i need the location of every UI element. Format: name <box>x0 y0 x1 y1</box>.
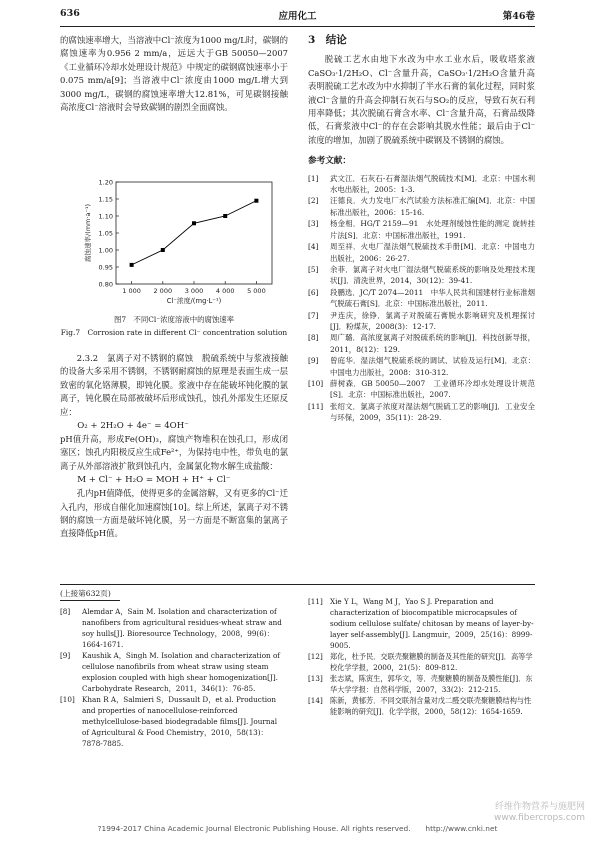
bottom-left-references <box>60 606 286 749</box>
watermark-line-2: www.fibercrops.com <box>494 813 585 823</box>
reference-text: 薛树森．GB 50050—2007 工业循环冷却水处理设计规范[S]．北京：中国标准出版社，2007. <box>330 378 535 400</box>
reference-item <box>308 401 535 424</box>
reference-number: [1] <box>308 173 319 183</box>
reference-number: [4] <box>308 242 319 252</box>
continued-note: (上接第632页) <box>60 589 111 598</box>
figure-caption-en: Fig.7 Corrosion rate in different Cl⁻ concentration solution <box>60 328 288 337</box>
reference-number: [8] <box>60 607 71 616</box>
bottom-rule <box>60 584 535 585</box>
y-tick-label: 1.10 <box>98 212 113 221</box>
reference-text: Alemdar A，Sain M. Isolation and characterization of nanofibers from agricultural residues-wheat straw and soy hulls[J]. Bioresource Technology，2008，99(6)：1664-1671. <box>82 607 282 649</box>
left-column <box>60 34 288 114</box>
watermark <box>494 802 585 824</box>
continued-rule <box>60 600 120 601</box>
data-point <box>254 199 258 203</box>
reference-number: [6] <box>308 287 319 297</box>
left-column-lower <box>60 352 288 541</box>
corrosion-rate-chart <box>60 176 288 311</box>
reference-number: [11] <box>308 401 324 411</box>
page-number: 636 <box>60 8 80 19</box>
reference-number: [13] <box>308 674 323 683</box>
paragraph-ph-rise: pH值升高，形成Fe(OH)₃，腐蚀产物堆积在蚀孔口，形成闭塞区；蚀孔内阳极反应生成Fe²⁺，为保持电中性，带负电的氯离子从外部溶液扩散到蚀孔内，金属氯化物水解生成盐酸： <box>60 434 288 471</box>
x-tick-label: 4 000 <box>215 287 235 295</box>
section-conclusion-title: 3 结论 <box>308 34 347 46</box>
right-column <box>308 34 535 424</box>
conclusion-paragraph: 脱硫工艺水由地下水改为中水工业水后，吸收塔浆液CaSO₃·1/2H₂O、Cl⁻含量升高，CaSO₃·1/2H₂O含量升高表明脱硫工艺水改为中水抑制了半水石膏的氧化过程，同时浆液Cl⁻含量的升高会抑制石灰石与SO₂的反应，导致石灰石利用率降低；其次脱硫石膏含水率、Cl⁻含量升高，石膏品级降低，石膏浆液中Cl⁻的存在会影响其脱水性能；最后由于Cl⁻浓度的增加，加剧了脱硫系统中碳钢及不锈钢的腐蚀。 <box>308 54 535 145</box>
reference-item <box>308 673 535 695</box>
reference-item <box>308 332 535 355</box>
y-tick-label: 1.20 <box>98 178 113 187</box>
reference-item <box>60 606 286 650</box>
reference-text: 张绍文．氯离子浓度对湿法烟气脱硫工艺的影响[J]．工业安全与环保，2009，35(11)：28-29. <box>330 401 535 423</box>
reference-text: 陈新，黄郁芳．不同交联剂含量对戊二醛交联壳聚糖膜结构与性能影响的研究[J]．化学学报，2000，58(12)：1654-1659. <box>330 696 532 716</box>
reference-item <box>308 264 535 287</box>
reference-item <box>308 287 535 310</box>
reference-text: 余菲．氯离子对火电厂湿法烟气脱硫系统的影响及处理技术现状[J]．清洗世界，2014，30(12)：39-41. <box>330 264 535 286</box>
figure-caption-cn: 图7 不同Cl⁻浓度溶液中的腐蚀速率 <box>113 315 235 324</box>
reference-number: [3] <box>308 219 319 229</box>
header-rule <box>60 26 535 27</box>
reference-number: [9] <box>308 356 319 366</box>
reference-item <box>308 241 535 264</box>
x-tick-label: 2 000 <box>153 287 173 295</box>
reference-text: 武文江．石灰石-石膏湿法烟气脱硫技术[M]．北京：中国水利水电出版社，2005：1-3. <box>330 173 535 195</box>
journal-title: 应用化工 <box>278 11 317 22</box>
x-tick-label: 5 000 <box>247 287 266 295</box>
paragraph-corrosion-carbon-steel: 的腐蚀速率增大，当溶液中Cl⁻浓度为1000 mg/L时，碳钢的腐蚀速率为0.956 2 mm/a，远远大于GB 50050—2007《工业循环冷却水处理设计规范》中规定的碳钢腐蚀速率小于0.075 mm/a[9]；当溶液中Cl⁻浓度由1000 mg/L增大到3000 mg/L，碳钢的腐蚀速率增大12.81%，可见碳钢接触高浓度Cl⁻溶液时会导致碳钢的剧烈全面腐蚀。 <box>60 35 288 113</box>
reference-text: 汪德良．火力发电厂水汽试验方法标准汇编[M]．北京：中国标准出版社，2006：15-16. <box>330 196 535 217</box>
reference-number: [8] <box>308 333 319 343</box>
copyright-footer: ?1994-2017 China Academic Journal Electronic Publishing House. All rights reserved. http://www.cnki.net <box>97 824 498 833</box>
y-tick-label: 1.05 <box>98 229 113 238</box>
references-title: 参考文献： <box>308 156 351 167</box>
watermark-line-1: 纤维作物营养与施肥网 <box>494 802 585 812</box>
reference-number: [7] <box>308 310 319 320</box>
reference-text: 周广璐．高浓度氯离子对脱硫系统的影响[J]．科技创新导报，2011，8(12)：129. <box>330 333 535 354</box>
reference-item <box>308 173 535 196</box>
reference-item <box>308 596 535 651</box>
subsection-stainless: 2.3.2 氯离子对不锈钢的腐蚀 脱硫系统中与浆液接触的设备大多采用不锈钢，不锈钢耐腐蚀的原理是表面生成一层致密的氧化铬薄膜，即钝化膜。浆液中存在能破坏钝化膜的氯离子，钝化膜在局部被破坏后形成蚀孔，蚀孔外部发生还原反应： <box>60 353 288 417</box>
y-tick-label: 0.80 <box>98 280 113 289</box>
equation-2: M + Cl⁻ + H₂O = MOH + H⁺ + Cl⁻ <box>77 475 231 486</box>
reference-item <box>60 650 286 694</box>
reference-text: Kaushik A，Singh M. Isolation and characterization of cellulose nanofibrils from wheat straw using steam explosion coupled with high shear homogenization[J]. Carbohydrate Research，2011，346(1)：76-85. <box>82 651 280 693</box>
reference-item <box>308 218 535 241</box>
x-tick-label: 3 000 <box>184 287 204 295</box>
volume-label: 第46卷 <box>502 11 535 22</box>
figure-7 <box>60 176 288 346</box>
reference-text: 郑化，杜予民．交联壳聚糖膜的制备及其性能的研究[J]．高等学校化学学报，2000，21(5)：809-812. <box>330 652 533 672</box>
equation-1: O₂ + 2H₂O + 4e⁻ = 4OH⁻ <box>77 421 189 432</box>
y-tick-label: 1.00 <box>98 246 113 255</box>
reference-number: [2] <box>308 196 319 206</box>
reference-item <box>308 195 535 218</box>
x-axis-label: Cl⁻浓度/(mg·L⁻¹) <box>166 297 222 305</box>
y-axis-label: 腐蚀速率/(mm·a⁻¹) <box>84 203 92 263</box>
series-line <box>132 201 257 265</box>
bottom-right-references <box>308 596 535 717</box>
reference-text: Xie Y L，Wang M J，Yao S J. Preparation and characterization of biocompatible microcapsules of sodium cellulose sulfate/ chitosan by means of layer-by-layer self-assembly[J]. Langmuir，2009，25(16)：8999-9005. <box>330 597 534 650</box>
reference-text: Khan R A，Salmieri S，Dussault D，et al. Production and properties of nanocellulose-reinforced methylcellulose-based biodegradable films[J]. Journal of Agricultural & Food Chemistry，2010，58(13)：7878-7885. <box>82 695 278 748</box>
reference-item <box>308 355 535 378</box>
data-point <box>192 221 196 225</box>
plot-frame <box>116 182 272 284</box>
data-point <box>161 248 165 252</box>
data-point <box>223 214 227 218</box>
reference-item <box>308 695 535 717</box>
reference-number: [5] <box>308 264 319 274</box>
reference-item <box>308 651 535 673</box>
reference-text: 段鹏选．JC/T 2074—2011 中华人民共和国建材行业标准烟气脱硫石膏[S]．北京：中国标准出版社，2011. <box>330 287 535 309</box>
references-list <box>308 173 535 424</box>
reference-number: [9] <box>60 651 71 660</box>
reference-number: [12] <box>308 652 323 661</box>
y-tick-label: 0.95 <box>98 263 113 272</box>
reference-number: [11] <box>308 597 323 606</box>
x-tick-label: 1 000 <box>122 287 141 295</box>
reference-number: [10] <box>60 695 75 704</box>
reference-text: 周至祥．火电厂湿法烟气脱硫技术手册[M]．北京：中国电力出版社，2006：26-27. <box>330 242 535 263</box>
data-point <box>130 263 134 267</box>
reference-text: 杨金相．HG/T 2159—91 水处理剂缓蚀性能的测定 旋转挂片法[S]．北京：中国标准出版社，1991. <box>330 219 535 240</box>
reference-item <box>308 310 535 333</box>
reference-text: 尹连庆，徐铮．氯离子对脱硫石膏脱水影响研究及机理探讨[J]．粉煤灰，2008(3)：12-17. <box>330 310 535 331</box>
reference-number: [10] <box>308 378 324 388</box>
reference-text: 张志斌，陈寅生，郭华文，等．壳聚糖膜的制备及膜性能[J]．东华大学学报：自然科学版，2007，33(2)：212-215. <box>330 674 533 694</box>
reference-number: [14] <box>308 696 323 705</box>
paragraph-ph-drop: 孔内pH值降低，使得更多的金属溶解，又有更多的Cl⁻迁入孔内，形成自催化加速腐蚀[10]。综上所述，氯离子对不锈钢的腐蚀一方面是破坏钝化膜，另一方面是不断富集的氯离子直接降低pH值。 <box>60 488 288 539</box>
reference-item <box>60 694 286 749</box>
y-tick-label: 1.15 <box>98 195 113 204</box>
reference-text: 曾庭华．湿法烟气脱硫系统的调试、试验及运行[M]．北京：中国电力出版社，2008：310-312. <box>330 356 535 377</box>
reference-item <box>308 378 535 401</box>
